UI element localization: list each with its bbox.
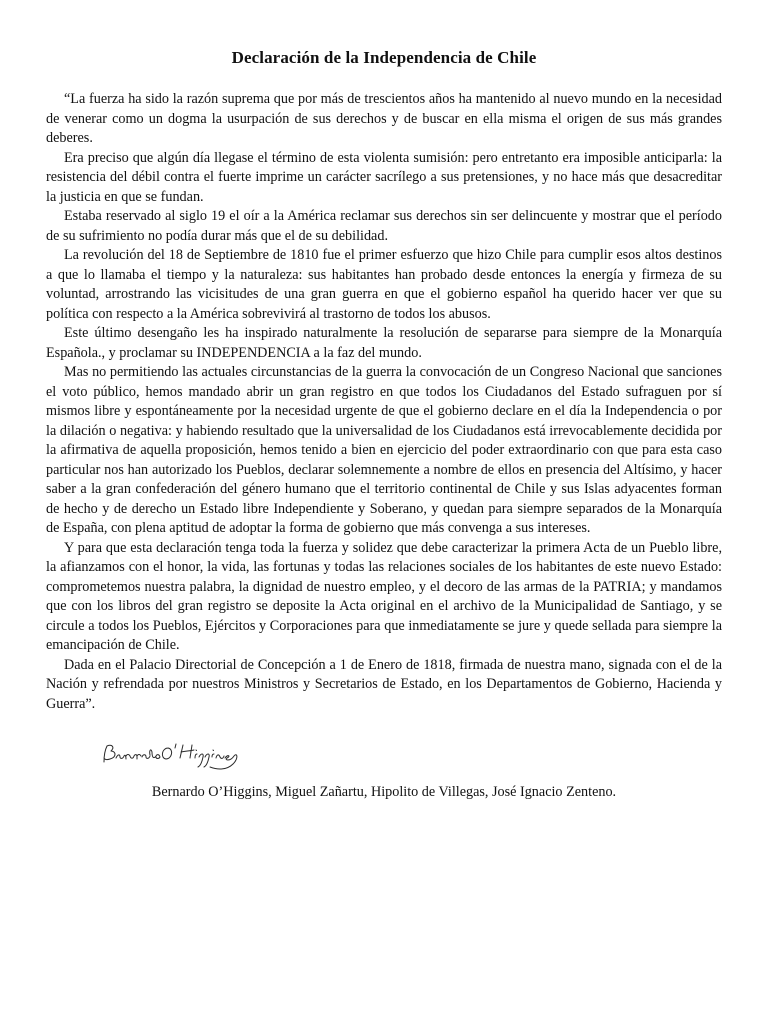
- document-body: [46, 90, 722, 714]
- document-title: Declaración de la Independencia de Chile: [231, 48, 537, 67]
- paragraph: Era preciso que algún día llegase el término de esta violenta sumisión: pero entretanto era imposible anticiparla: la resistencia del débil contra el fuerte imprime un carácter sacrílego a sus pretensiones, y no hace más que desacreditar la justicia en que se fundan.: [46, 149, 722, 205]
- paragraph: Este último desengaño les ha inspirado naturalmente la resolución de separarse para siempre de la Monarquía Española., y proclamar su INDEPENDENCIA a la faz del mundo.: [46, 325, 722, 361]
- paragraph: La revolución del 18 de Septiembre de 1810 fue el primer esfuerzo que hizo Chile para cumplir esos altos destinos a que lo llamaba el tiempo y la naturaleza: sus habitantes han probado desde entonces la energía y firmeza de su voluntad, arrostrando las vicisitudes de una gran guerra en que el gobierno español ha querido hacer ver que su política con respecto a la América sobrevivirá al trastorno de todos los abusos.: [46, 247, 722, 322]
- signature-block: [46, 736, 722, 826]
- signers-list: Bernardo O’Higgins, Miguel Zañartu, Hipolito de Villegas, José Ignacio Zenteno.: [151, 784, 617, 800]
- paragraph: “La fuerza ha sido la razón suprema que por más de trescientos años ha mantenido al nuevo mundo en la necesidad de venerar como un dogma la usurpación de sus derechos y de buscar en ella misma el origen de sus más grandes deberes.: [46, 91, 722, 146]
- paragraph: Dada en el Palacio Directorial de Concepción a 1 de Enero de 1818, firmada de nuestra mano, signada con el de la Nación y refrendada por nuestros Ministros y Secretarios de Estado, en los Departamentos de Gobierno, Hacienda y Guerra”.: [46, 656, 722, 712]
- paragraph: Y para que esta declaración tenga toda la fuerza y solidez que debe caracterizar la primera Acta de un Pueblo libre, la afianzamos con el honor, la vida, las fortunas y todas las relaciones sociales de los habitantes de este nuevo Estado: comprometemos nuestra palabra, la dignidad de nuestro empleo, y el decoro de las armas de la PATRIA; y mandamos que con los libros del gran registro se deposite la Acta original en el archivo de la Municipalidad de Santiago, y se circule a todos los Pueblos, Ejércitos y Corporaciones para que inmediatamente se jure y quede sellada para siempre la emancipación de Chile.: [46, 539, 722, 653]
- paragraph: Estaba reservado al siglo 19 el oír a la América reclamar sus derechos sin ser delincuente y mostrar que el período de su sufrimiento no podía durar más que el de su debilidad.: [46, 208, 722, 244]
- paragraph: Mas no permitiendo las actuales circunstancias de la guerra la convocación de un Congreso Nacional que sanciones el voto público, hemos mandado abrir un gran registro en que todos los Ciudadanos del Estado sufraguen por sí mismos libre y espontáneamente por la necesidad urgente de que el gobierno declare en el día la Independencia o por la dilación o negativa: y habiendo resultado que la universalidad de los Ciudadanos está irrevocablemente decidida por la afirmativa de aquella proposición, hemos tenido a bien en ejercicio del poder extraordinario con que para esta caso particular nos han autorizado los Pueblos, declarar solemnemente a nombre de ellos en presencia del Altísimo, y hacer saber a la gran confederación del género humano que el territorio continental de Chile y sus Islas adyacentes forman de hecho y de derecho un Estado libre Independiente y Soberano, y quedan para siempre separados de la Monarquía de España, con plena aptitud de adoptar la forma de gobierno que más convenga a sus intereses.: [46, 364, 722, 536]
- handwritten-signature: [98, 736, 248, 776]
